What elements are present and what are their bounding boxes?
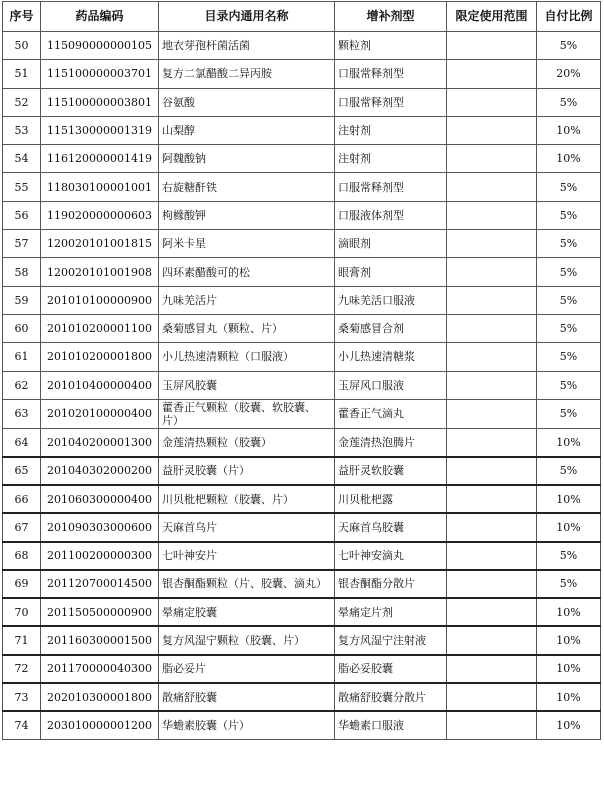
generic-name-cell: 谷氨酸 bbox=[159, 88, 335, 116]
generic-name-cell: 山梨醇 bbox=[159, 116, 335, 144]
supplement-form-cell: 散痛舒胶囊分散片 bbox=[335, 683, 447, 711]
drug-code-cell: 115100000003801 bbox=[41, 88, 159, 116]
table-row bbox=[3, 399, 601, 428]
generic-name-cell: 晕痛定胶囊 bbox=[159, 598, 335, 626]
usage-scope-cell bbox=[447, 598, 537, 626]
self-pay-ratio-cell: 5% bbox=[537, 542, 601, 570]
supplement-form-cell: 玉屏风口服液 bbox=[335, 371, 447, 399]
generic-name-cell: 银杏酮酯颗粒（片、胶囊、滴丸） bbox=[159, 570, 335, 598]
self-pay-ratio-cell: 10% bbox=[537, 711, 601, 739]
self-pay-ratio-cell: 5% bbox=[537, 173, 601, 201]
drug-code-cell: 120020101001815 bbox=[41, 230, 159, 258]
table-header-row bbox=[3, 2, 601, 32]
self-pay-ratio-cell: 10% bbox=[537, 655, 601, 683]
usage-scope-cell bbox=[447, 570, 537, 598]
self-pay-ratio-cell: 5% bbox=[537, 343, 601, 371]
generic-name-cell: 四环素醋酸可的松 bbox=[159, 258, 335, 286]
self-pay-ratio-cell: 10% bbox=[537, 485, 601, 513]
header-supplement-form: 增补剂型 bbox=[335, 2, 447, 32]
supplement-form-cell: 天麻首乌胶囊 bbox=[335, 513, 447, 541]
serial-number-cell: 72 bbox=[3, 655, 41, 683]
self-pay-ratio-cell: 5% bbox=[537, 32, 601, 60]
table-row bbox=[3, 286, 601, 314]
supplement-form-cell: 复方风湿宁注射液 bbox=[335, 626, 447, 654]
serial-number-cell: 67 bbox=[3, 513, 41, 541]
usage-scope-cell bbox=[447, 32, 537, 60]
supplement-form-cell: 益肝灵软胶囊 bbox=[335, 457, 447, 485]
self-pay-ratio-cell: 20% bbox=[537, 60, 601, 88]
table-row bbox=[3, 457, 601, 485]
supplement-form-cell: 藿香正气滴丸 bbox=[335, 399, 447, 428]
generic-name-cell: 七叶神安片 bbox=[159, 542, 335, 570]
drug-code-cell: 201010400000400 bbox=[41, 371, 159, 399]
self-pay-ratio-cell: 5% bbox=[537, 399, 601, 428]
generic-name-cell: 阿魏酸钠 bbox=[159, 145, 335, 173]
table-row bbox=[3, 258, 601, 286]
usage-scope-cell bbox=[447, 258, 537, 286]
drug-code-cell: 201090303000600 bbox=[41, 513, 159, 541]
supplement-form-cell: 口服常释剂型 bbox=[335, 60, 447, 88]
table-row bbox=[3, 230, 601, 258]
table-row bbox=[3, 371, 601, 399]
drug-code-cell: 201100200000300 bbox=[41, 542, 159, 570]
generic-name-cell: 地衣芽孢杆菌活菌 bbox=[159, 32, 335, 60]
self-pay-ratio-cell: 5% bbox=[537, 88, 601, 116]
table-row bbox=[3, 570, 601, 598]
usage-scope-cell bbox=[447, 626, 537, 654]
generic-name-cell: 桑菊感冒丸（颗粒、片） bbox=[159, 314, 335, 342]
supplement-form-cell: 华蟾素口服液 bbox=[335, 711, 447, 739]
drug-code-cell: 201020100000400 bbox=[41, 399, 159, 428]
serial-number-cell: 65 bbox=[3, 457, 41, 485]
self-pay-ratio-cell: 5% bbox=[537, 314, 601, 342]
drug-code-cell: 201040302000200 bbox=[41, 457, 159, 485]
usage-scope-cell bbox=[447, 683, 537, 711]
generic-name-cell: 益肝灵胶囊（片） bbox=[159, 457, 335, 485]
usage-scope-cell bbox=[447, 230, 537, 258]
serial-number-cell: 70 bbox=[3, 598, 41, 626]
generic-name-cell: 脂必妥片 bbox=[159, 655, 335, 683]
serial-number-cell: 66 bbox=[3, 485, 41, 513]
self-pay-ratio-cell: 5% bbox=[537, 286, 601, 314]
table-row bbox=[3, 711, 601, 739]
usage-scope-cell bbox=[447, 116, 537, 144]
drug-code-cell: 119020000000603 bbox=[41, 201, 159, 229]
drug-code-cell: 201160300001500 bbox=[41, 626, 159, 654]
self-pay-ratio-cell: 5% bbox=[537, 201, 601, 229]
table-row bbox=[3, 428, 601, 456]
serial-number-cell: 54 bbox=[3, 145, 41, 173]
header-generic-name: 目录内通用名称 bbox=[159, 2, 335, 32]
table-row bbox=[3, 201, 601, 229]
self-pay-ratio-cell: 10% bbox=[537, 626, 601, 654]
generic-name-cell: 散痛舒胶囊 bbox=[159, 683, 335, 711]
supplement-form-cell: 滴眼剂 bbox=[335, 230, 447, 258]
generic-name-cell: 复方风湿宁颗粒（胶囊、片） bbox=[159, 626, 335, 654]
drug-code-cell: 202010300001800 bbox=[41, 683, 159, 711]
table-row bbox=[3, 60, 601, 88]
self-pay-ratio-cell: 5% bbox=[537, 258, 601, 286]
self-pay-ratio-cell: 10% bbox=[537, 116, 601, 144]
generic-name-cell: 藿香正气颗粒（胶囊、软胶囊、片） bbox=[159, 399, 335, 428]
serial-number-cell: 57 bbox=[3, 230, 41, 258]
self-pay-ratio-cell: 10% bbox=[537, 145, 601, 173]
table-row bbox=[3, 485, 601, 513]
usage-scope-cell bbox=[447, 286, 537, 314]
usage-scope-cell bbox=[447, 655, 537, 683]
serial-number-cell: 52 bbox=[3, 88, 41, 116]
drug-code-cell: 201010200001100 bbox=[41, 314, 159, 342]
usage-scope-cell bbox=[447, 60, 537, 88]
generic-name-cell: 川贝枇杷颗粒（胶囊、片） bbox=[159, 485, 335, 513]
supplement-form-cell: 金莲清热泡腾片 bbox=[335, 428, 447, 456]
serial-number-cell: 73 bbox=[3, 683, 41, 711]
usage-scope-cell bbox=[447, 711, 537, 739]
drug-code-cell: 115090000000105 bbox=[41, 32, 159, 60]
usage-scope-cell bbox=[447, 343, 537, 371]
drug-code-cell: 115130000001319 bbox=[41, 116, 159, 144]
drug-code-cell: 201150500000900 bbox=[41, 598, 159, 626]
usage-scope-cell bbox=[447, 201, 537, 229]
table-row bbox=[3, 655, 601, 683]
table-row bbox=[3, 88, 601, 116]
supplement-form-cell: 眼膏剂 bbox=[335, 258, 447, 286]
table-row bbox=[3, 314, 601, 342]
drug-code-cell: 201170000040300 bbox=[41, 655, 159, 683]
supplement-form-cell: 桑菊感冒合剂 bbox=[335, 314, 447, 342]
supplement-form-cell: 注射剂 bbox=[335, 145, 447, 173]
table-row bbox=[3, 32, 601, 60]
drug-code-cell: 201120700014500 bbox=[41, 570, 159, 598]
self-pay-ratio-cell: 10% bbox=[537, 428, 601, 456]
serial-number-cell: 61 bbox=[3, 343, 41, 371]
serial-number-cell: 64 bbox=[3, 428, 41, 456]
self-pay-ratio-cell: 5% bbox=[537, 570, 601, 598]
serial-number-cell: 74 bbox=[3, 711, 41, 739]
serial-number-cell: 63 bbox=[3, 399, 41, 428]
drug-supplement-table bbox=[2, 1, 601, 740]
table-row bbox=[3, 513, 601, 541]
supplement-form-cell: 银杏酮酯分散片 bbox=[335, 570, 447, 598]
table-row bbox=[3, 173, 601, 201]
self-pay-ratio-cell: 10% bbox=[537, 513, 601, 541]
supplement-form-cell: 颗粒剂 bbox=[335, 32, 447, 60]
serial-number-cell: 53 bbox=[3, 116, 41, 144]
self-pay-ratio-cell: 5% bbox=[537, 371, 601, 399]
usage-scope-cell bbox=[447, 457, 537, 485]
table-row bbox=[3, 116, 601, 144]
self-pay-ratio-cell: 10% bbox=[537, 683, 601, 711]
usage-scope-cell bbox=[447, 542, 537, 570]
header-usage-scope: 限定使用范围 bbox=[447, 2, 537, 32]
supplement-form-cell: 口服常释剂型 bbox=[335, 88, 447, 116]
generic-name-cell: 阿米卡星 bbox=[159, 230, 335, 258]
drug-code-cell: 120020101001908 bbox=[41, 258, 159, 286]
drug-code-cell: 116120000001419 bbox=[41, 145, 159, 173]
serial-number-cell: 60 bbox=[3, 314, 41, 342]
supplement-form-cell: 七叶神安滴丸 bbox=[335, 542, 447, 570]
drug-code-cell: 201060300000400 bbox=[41, 485, 159, 513]
supplement-form-cell: 口服常释剂型 bbox=[335, 173, 447, 201]
usage-scope-cell bbox=[447, 485, 537, 513]
generic-name-cell: 玉屏风胶囊 bbox=[159, 371, 335, 399]
serial-number-cell: 62 bbox=[3, 371, 41, 399]
drug-code-cell: 118030100001001 bbox=[41, 173, 159, 201]
usage-scope-cell bbox=[447, 88, 537, 116]
serial-number-cell: 59 bbox=[3, 286, 41, 314]
usage-scope-cell bbox=[447, 173, 537, 201]
serial-number-cell: 50 bbox=[3, 32, 41, 60]
usage-scope-cell bbox=[447, 145, 537, 173]
usage-scope-cell bbox=[447, 513, 537, 541]
supplement-form-cell: 九味羌活口服液 bbox=[335, 286, 447, 314]
self-pay-ratio-cell: 5% bbox=[537, 457, 601, 485]
supplement-form-cell: 晕痛定片剂 bbox=[335, 598, 447, 626]
supplement-form-cell: 脂必妥胶囊 bbox=[335, 655, 447, 683]
generic-name-cell: 金莲清热颗粒（胶囊） bbox=[159, 428, 335, 456]
serial-number-cell: 69 bbox=[3, 570, 41, 598]
table-row bbox=[3, 598, 601, 626]
self-pay-ratio-cell: 5% bbox=[537, 230, 601, 258]
supplement-form-cell: 注射剂 bbox=[335, 116, 447, 144]
drug-code-cell: 201010100000900 bbox=[41, 286, 159, 314]
generic-name-cell: 枸橼酸钾 bbox=[159, 201, 335, 229]
serial-number-cell: 55 bbox=[3, 173, 41, 201]
supplement-form-cell: 口服液体剂型 bbox=[335, 201, 447, 229]
table-row bbox=[3, 542, 601, 570]
drug-code-cell: 201010200001800 bbox=[41, 343, 159, 371]
drug-code-cell: 201040200001300 bbox=[41, 428, 159, 456]
header-serial-number: 序号 bbox=[3, 2, 41, 32]
self-pay-ratio-cell: 10% bbox=[537, 598, 601, 626]
supplement-form-cell: 小儿热速清糖浆 bbox=[335, 343, 447, 371]
generic-name-cell: 右旋糖酐铁 bbox=[159, 173, 335, 201]
serial-number-cell: 56 bbox=[3, 201, 41, 229]
table-row bbox=[3, 626, 601, 654]
usage-scope-cell bbox=[447, 314, 537, 342]
usage-scope-cell bbox=[447, 399, 537, 428]
serial-number-cell: 71 bbox=[3, 626, 41, 654]
generic-name-cell: 小儿热速清颗粒（口服液） bbox=[159, 343, 335, 371]
table-row bbox=[3, 343, 601, 371]
usage-scope-cell bbox=[447, 428, 537, 456]
header-self-pay-ratio: 自付比例 bbox=[537, 2, 601, 32]
serial-number-cell: 51 bbox=[3, 60, 41, 88]
serial-number-cell: 68 bbox=[3, 542, 41, 570]
generic-name-cell: 复方二氯醋酸二异丙胺 bbox=[159, 60, 335, 88]
drug-code-cell: 115100000003701 bbox=[41, 60, 159, 88]
header-drug-code: 药品编码 bbox=[41, 2, 159, 32]
generic-name-cell: 天麻首乌片 bbox=[159, 513, 335, 541]
table-row bbox=[3, 683, 601, 711]
usage-scope-cell bbox=[447, 371, 537, 399]
generic-name-cell: 华蟾素胶囊（片） bbox=[159, 711, 335, 739]
table-row bbox=[3, 145, 601, 173]
drug-code-cell: 203010000001200 bbox=[41, 711, 159, 739]
generic-name-cell: 九味羌活片 bbox=[159, 286, 335, 314]
serial-number-cell: 58 bbox=[3, 258, 41, 286]
supplement-form-cell: 川贝枇杷露 bbox=[335, 485, 447, 513]
